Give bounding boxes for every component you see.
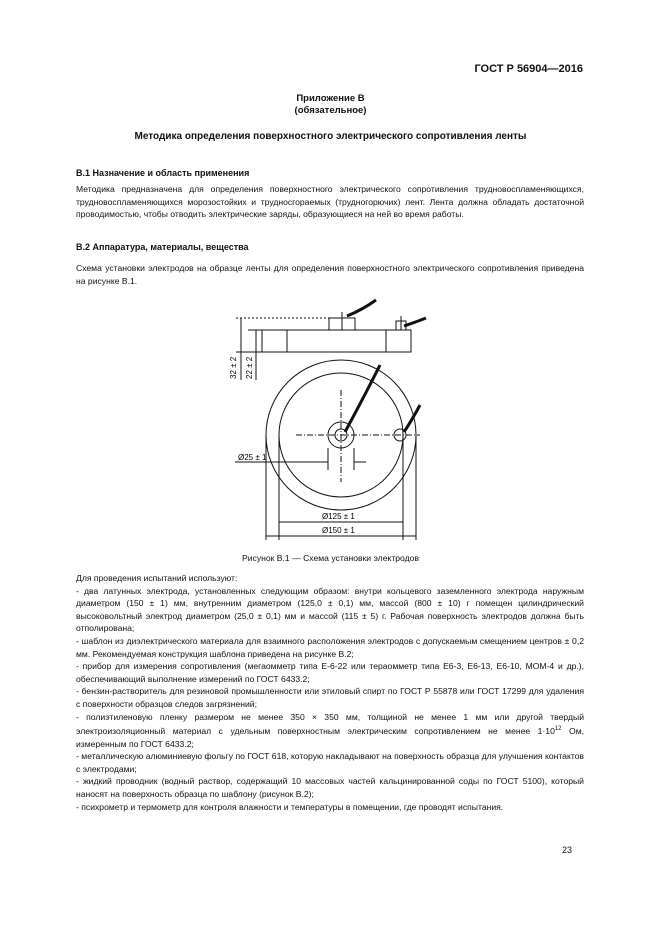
dim-d125: Ø125 ± 1 xyxy=(322,512,355,521)
equipment-list xyxy=(76,572,584,813)
list-item: - два латунных электрода, установленных следующим образом: внутри кольцевого заземленного электрода наружным диаметром (150 ± 1) мм, внутренним диаметром (125,0 ± 0,1) мм, массой (800 ± 10) г помещен цилиндрический высоковольтный электрод диаметром (25,0 ± 0,1) мм и массой (115 ± 5) г. Рабочая поверхность электродов должна быть отполирована; xyxy=(76,585,584,634)
list-item-5b: Ом, измеренным по ГОСТ 6433.2; xyxy=(76,725,584,749)
list-item: - психрометр и термометр для контроля влажности и температуры в помещении, где проводят испытания. xyxy=(76,801,504,812)
section1-text: Методика предназначена для определения поверхностного электрического сопротивления трудновоспламеняющихся, трудновоспламеняющихся морозостойких и трудносгораемых (трудногорючих) лент. Лента должна обладать достаточной проводимостью, чтобы отводить электрические заряды, образующиеся на ней во время работы. xyxy=(76,184,584,219)
figure-caption: Рисунок В.1 — Схема установки электродов xyxy=(242,553,419,563)
list-item xyxy=(76,711,584,751)
ring-electrode-side xyxy=(262,330,411,352)
appendix-title: Приложение В xyxy=(296,93,365,104)
list-item: - бензин-растворитель для резиновой промышленности или этиловый спирт по ГОСТ Р 55878 или ГОСТ 17299 для удаления с поверхности образцов следов загрязнений; xyxy=(76,686,584,709)
page-number: 23 xyxy=(561,845,572,855)
appendix-status: (обязательное) xyxy=(294,105,367,116)
list-item: - жидкий проводник (водный раствор, содержащий 10 массовых частей кальцинированной соды по ГОСТ 5100), который наносят на поверхность образца по шаблону (рисунок В.2); xyxy=(76,776,584,799)
list-item: - металлическую алюминиевую фольгу по ГОСТ 618, которую накладывают на поверхность образца для улучшения контактов с электродами; xyxy=(76,751,584,774)
dim-d150: Ø150 ± 1 xyxy=(322,526,355,535)
list-item-5-sup: 12 xyxy=(554,726,562,733)
section1-heading: В.1 Назначение и область применения xyxy=(76,168,250,178)
dim-d25: Ø25 ± 1 xyxy=(238,453,267,462)
list-item: - прибор для измерения сопротивления (мегаомметр типа Е-6-22 или тераомметр типа Е6-3, Е6-13, Е6-10, МОМ-4 и др.), обеспечивающий выполнение измерений по ГОСТ 6433.2; xyxy=(76,661,584,684)
list-item: - шаблон из диэлектрического материала для взаимного расположения электродов с допускаемым смещением центров ± 0,2 мм. Рекомендуемая конструкция шаблона приведена на рисунке В.2; xyxy=(76,635,584,659)
section2-text: Схема установки электродов на образце ленты для определения поверхностного электрического сопротивления приведена на рисунке В.1. xyxy=(76,263,584,286)
dim-height-outer: 32 ± 2 xyxy=(229,356,238,379)
dim-height-inner: 22 ± 2 xyxy=(245,356,254,379)
section2-heading: В.2 Аппаратура, материалы, вещества xyxy=(76,242,249,252)
list-item-5a: - полиэтиленовую пленку размером не менее 350 × 350 мм, толщиной не менее 1 мм или другой твердый электроизоляционный материал с удельным поверхностным электрическим сопротивлением не менее 1·10 xyxy=(76,711,584,736)
method-title: Методика определения поверхностного электрического сопротивления ленты xyxy=(134,131,527,142)
list-intro: Для проведения испытаний используют: xyxy=(76,573,238,583)
standard-header: ГОСТ Р 56904—2016 xyxy=(474,63,583,75)
